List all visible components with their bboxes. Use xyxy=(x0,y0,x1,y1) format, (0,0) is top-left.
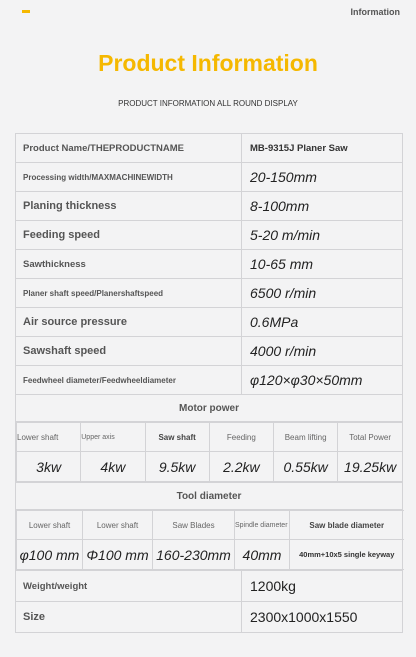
spec-label: Weight/weight xyxy=(16,571,242,602)
spec-row-product-name xyxy=(16,134,403,163)
motor-header: Feeding xyxy=(209,423,273,452)
motor-header: Total Power xyxy=(338,423,402,452)
motor-value: 4kw xyxy=(81,452,145,482)
tool-header: Saw blade diameter xyxy=(290,511,404,540)
page-subtitle: PRODUCT INFORMATION ALL ROUND DISPLAY xyxy=(118,99,298,108)
spec-row-air-pressure xyxy=(16,308,403,337)
spec-value: 2300x1000x1550 xyxy=(242,602,403,633)
motor-value: 3kw xyxy=(17,452,81,482)
tool-header: Lower shaft xyxy=(17,511,83,540)
spec-value: 10-65 mm xyxy=(242,250,403,279)
tool-diameter-table xyxy=(16,510,404,570)
spec-row-feeding-speed xyxy=(16,221,403,250)
motor-header: Lower shaft xyxy=(17,423,81,452)
spec-label: Size xyxy=(16,602,242,633)
motor-header: Beam lifting xyxy=(274,423,338,452)
spec-label: Air source pressure xyxy=(16,308,242,337)
spec-value: 8-100mm xyxy=(242,192,403,221)
tool-header: Saw Blades xyxy=(153,511,235,540)
spec-row-processing-width xyxy=(16,163,403,192)
motor-header: Saw shaft xyxy=(145,423,209,452)
spec-value: φ120×φ30×50mm xyxy=(242,366,403,395)
accent-bar xyxy=(22,10,30,13)
motor-value: 2.2kw xyxy=(209,452,273,482)
tool-value: 160-230mm xyxy=(153,540,235,570)
spec-row-size xyxy=(16,602,403,633)
motor-power-table xyxy=(16,422,402,482)
spec-value: 4000 r/min xyxy=(242,337,403,366)
page-title: Product Information xyxy=(98,50,318,76)
tool-header: Spindle diameter xyxy=(235,511,290,540)
spec-row-saw-thickness xyxy=(16,250,403,279)
section-title: Tool diameter xyxy=(16,483,403,510)
section-title: Motor power xyxy=(16,395,403,422)
spec-table xyxy=(15,133,403,633)
information-label: Information xyxy=(350,7,400,17)
tool-value: φ100 mm xyxy=(17,540,83,570)
tool-value: Φ100 mm xyxy=(83,540,153,570)
spec-label: Feedwheel diameter/Feedwheeldiameter xyxy=(16,366,242,395)
motor-power-section xyxy=(16,395,403,422)
spec-label: Planing thickness xyxy=(16,192,242,221)
spec-value: 1200kg xyxy=(242,571,403,602)
spec-row-planer-shaft-speed xyxy=(16,279,403,308)
spec-row-weight xyxy=(16,571,403,602)
motor-value: 19.25kw xyxy=(338,452,402,482)
spec-label: Sawshaft speed xyxy=(16,337,242,366)
spec-label: Sawthickness xyxy=(16,250,242,279)
motor-power-grid-row xyxy=(16,422,403,483)
spec-row-sawshaft-speed xyxy=(16,337,403,366)
spec-label: Feeding speed xyxy=(16,221,242,250)
tool-diameter-grid-row xyxy=(16,510,403,571)
spec-label: Planer shaft speed/Planershaftspeed xyxy=(16,279,242,308)
spec-label: Processing width/MAXMACHINEWIDTH xyxy=(16,163,242,192)
tool-value: 40mm+10x5 single keyway xyxy=(290,540,404,570)
spec-value: 0.6MPa xyxy=(242,308,403,337)
spec-value: 6500 r/min xyxy=(242,279,403,308)
motor-value: 0.55kw xyxy=(274,452,338,482)
spec-label: Product Name/THEPRODUCTNAME xyxy=(16,134,242,163)
tool-header: Lower shaft xyxy=(83,511,153,540)
spec-value: 5-20 m/min xyxy=(242,221,403,250)
tool-value: 40mm xyxy=(235,540,290,570)
spec-row-planing-thickness xyxy=(16,192,403,221)
spec-value: MB-9315J Planer Saw xyxy=(242,134,403,163)
spec-row-feedwheel-diameter xyxy=(16,366,403,395)
motor-value: 9.5kw xyxy=(145,452,209,482)
spec-value: 20-150mm xyxy=(242,163,403,192)
tool-diameter-section xyxy=(16,483,403,510)
motor-header: Upper axis xyxy=(81,423,145,452)
